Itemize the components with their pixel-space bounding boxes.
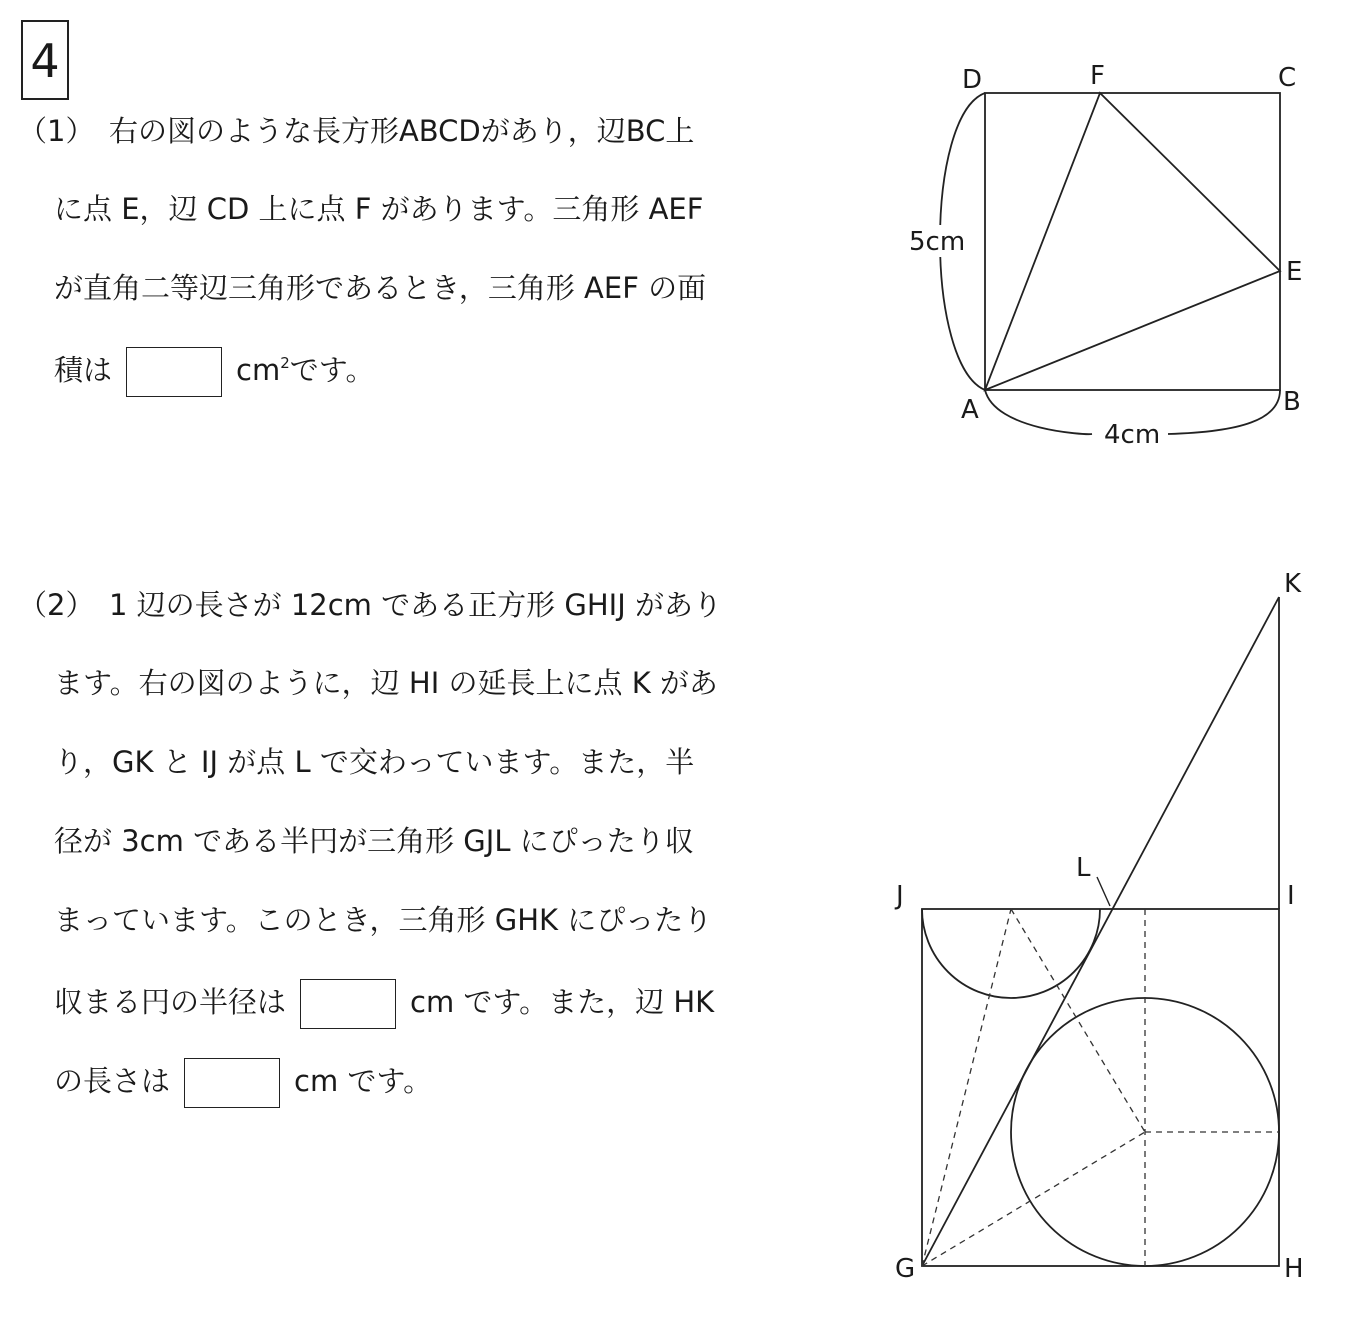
arc-ab-left — [985, 390, 1092, 434]
arc-ab-right — [1168, 390, 1280, 434]
label-h: H — [1284, 1254, 1304, 1284]
figure-rectangle-abcd — [940, 93, 1280, 434]
part2-line-6-suffix: cm です。また，辺 HK — [410, 985, 715, 1019]
label-k: K — [1284, 569, 1302, 599]
label-j: J — [896, 881, 904, 911]
part2-line-3: り，GK と IJ が点 L で交わっています。また，半 — [54, 745, 695, 779]
label-g: G — [895, 1254, 916, 1284]
segment-gk — [922, 597, 1279, 1266]
pointer-l — [1097, 877, 1110, 906]
label-c: C — [1278, 63, 1297, 93]
part2-line-7-prefix: の長さは — [54, 1064, 171, 1098]
part2-line-6-prefix: 収まる円の半径は — [54, 985, 287, 1019]
label-b: B — [1283, 387, 1301, 417]
unit-cm: cm — [236, 353, 281, 387]
part1-line-3: が直角二等辺三角形であるとき，三角形 AEF の面 — [54, 271, 707, 305]
square-ghij — [922, 909, 1279, 1266]
label-4cm: 4cm — [1104, 420, 1161, 450]
part2-line-7-suffix: cm です。 — [294, 1064, 433, 1098]
part1-line-1: （1） 右の図のような長方形ABCDがあり，辺BC上 — [18, 114, 695, 148]
label-d: D — [962, 65, 983, 95]
part1-line-4-prefix: 積は — [54, 353, 113, 387]
label-5cm: 5cm — [909, 227, 966, 257]
dash-g-semicenter — [922, 909, 1011, 1266]
part2-line-2: ます。右の図のように，辺 HI の延長上に点 K があ — [54, 666, 718, 700]
semicircle — [922, 909, 1100, 998]
part2-line-1: （2） 1 辺の長さが 12cm である正方形 GHIJ があり — [18, 588, 722, 622]
part2-line-4: 径が 3cm である半円が三角形 GJL にぴったり収 — [54, 824, 694, 858]
dash-semicenter-circlecenter — [1011, 909, 1145, 1132]
label-a: A — [961, 395, 979, 425]
part2-line-5: まっています。このとき，三角形 GHK にぴったり — [54, 903, 713, 937]
label-f: F — [1090, 61, 1105, 91]
question-number: 4 — [21, 20, 69, 100]
label-l: L — [1076, 853, 1091, 883]
triangle-aef — [985, 93, 1280, 390]
unit-superscript: 2 — [280, 354, 290, 372]
part1-line-4-suffix: です。 — [289, 353, 375, 387]
dash-g-circlecenter — [922, 1132, 1145, 1266]
dashed-helper-lines — [922, 909, 1279, 1266]
rectangle-abcd — [985, 93, 1280, 390]
label-e: E — [1286, 257, 1303, 287]
part1-line-2: に点 E，辺 CD 上に点 F があります。三角形 AEF — [54, 192, 704, 226]
label-i: I — [1287, 881, 1295, 911]
figure-square-ghij — [922, 597, 1279, 1266]
